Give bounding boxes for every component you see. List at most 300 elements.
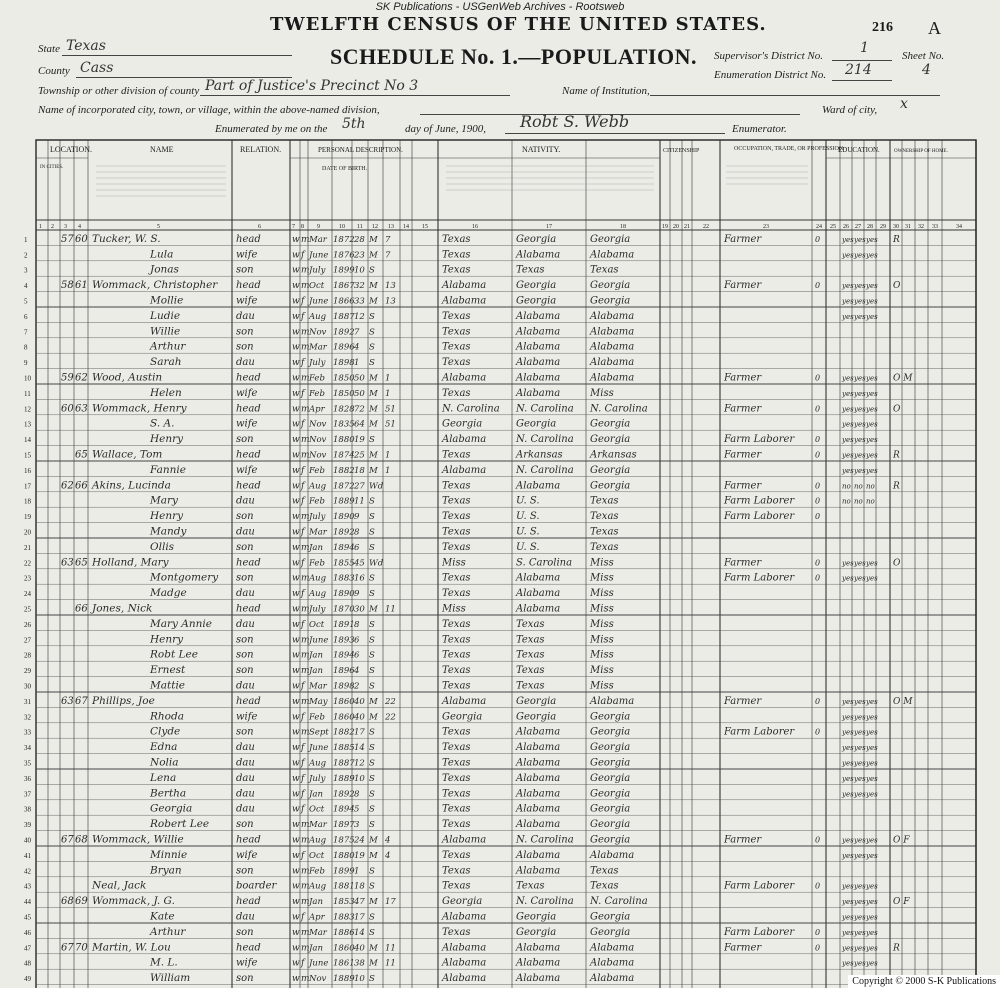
education-cell: yes	[866, 697, 878, 706]
state-label: State	[38, 43, 60, 55]
birth-month-cell: Jan	[309, 897, 323, 908]
mother-birthplace-cell: Alabama	[590, 341, 635, 353]
education-cell: yes	[854, 251, 866, 260]
line-number: 46	[24, 928, 31, 937]
age-cell: 14	[354, 927, 365, 938]
marital-cell: S	[369, 311, 375, 322]
age-cell: 23	[354, 250, 365, 261]
birth-year-cell: 1855	[333, 558, 355, 569]
marital-cell: S	[369, 619, 375, 630]
education-cell: yes	[866, 574, 878, 583]
ownership-cell: O F	[893, 835, 910, 846]
township-value: Part of Justice's Precinct No 3	[205, 78, 419, 94]
sheet-value: 4	[922, 62, 931, 78]
family-number: 69	[75, 896, 88, 908]
birthplace-cell: Texas	[442, 649, 471, 661]
township-label: Township or other division of county	[38, 85, 200, 97]
years-married-cell: 4	[385, 850, 391, 861]
birth-month-cell: Nov	[309, 419, 327, 430]
line-number: 14	[24, 436, 31, 445]
color-cell: w	[292, 820, 300, 831]
relation-cell: son	[236, 326, 254, 338]
months-unemployed-cell: 0	[815, 881, 821, 891]
birthplace-cell: Texas	[442, 680, 471, 692]
line-number: 3	[24, 266, 28, 275]
birth-month-cell: Jan	[309, 943, 323, 954]
sex-cell: m	[301, 450, 310, 461]
relation-cell: head	[236, 403, 261, 415]
birth-year-cell: 1867	[333, 281, 355, 292]
sex-cell: f	[301, 296, 305, 307]
education-cell: yes	[854, 759, 866, 768]
education-cell: yes	[842, 559, 854, 568]
education-cell: yes	[866, 898, 878, 907]
header-date-of-birth: DATE OF BIRTH.	[322, 166, 368, 172]
birth-year-cell: 1889	[333, 496, 355, 507]
mother-birthplace-cell: Alabama	[590, 310, 635, 322]
color-cell: w	[292, 866, 300, 877]
father-birthplace-cell: Georgia	[516, 926, 557, 938]
age-cell: 6	[354, 542, 360, 553]
education-cell: yes	[866, 282, 878, 291]
relation-cell: head	[236, 603, 261, 615]
color-cell: w	[292, 850, 300, 861]
mother-birthplace-cell: Miss	[590, 649, 614, 661]
column-number: 14	[403, 224, 409, 230]
mother-birthplace-cell: Alabama	[590, 973, 635, 985]
occupation-cell: Farmer	[724, 695, 762, 707]
person-name: Mandy	[150, 525, 187, 538]
relation-cell: wife	[236, 849, 258, 861]
column-number: 5	[157, 224, 160, 230]
person-name: Akins, Lucinda	[92, 479, 171, 492]
mother-birthplace-cell: Georgia	[590, 803, 631, 815]
marital-cell: S	[369, 573, 375, 584]
marital-cell: S	[369, 758, 375, 769]
months-unemployed-cell: 0	[815, 943, 821, 953]
birth-year-cell: 1894	[333, 804, 355, 815]
line-number: 42	[24, 867, 31, 876]
father-birthplace-cell: Alabama	[516, 341, 561, 353]
age-cell: 9	[354, 512, 360, 523]
birthplace-cell: Texas	[442, 865, 471, 877]
birthplace-cell: Alabama	[442, 942, 487, 954]
education-cell: no	[866, 482, 875, 491]
marital-cell: S	[369, 727, 375, 738]
line-number: 37	[24, 790, 31, 799]
father-birthplace-cell: Alabama	[516, 726, 561, 738]
education-cell: no	[842, 482, 851, 491]
color-cell: w	[292, 619, 300, 630]
incorporated-label: Name of incorporated city, town, or village, within the above-named division,	[38, 104, 380, 116]
sex-cell: f	[301, 712, 305, 723]
birthplace-cell: Texas	[442, 726, 471, 738]
birth-year-cell: 1898	[333, 358, 355, 369]
father-birthplace-cell: Arkansas	[516, 449, 563, 461]
education-cell: yes	[854, 928, 866, 937]
education-cell: yes	[866, 420, 878, 429]
source-banner: SK Publications - USGenWeb Archives - Rootsweb	[375, 1, 625, 13]
line-number: 30	[24, 682, 31, 691]
education-cell: yes	[842, 312, 854, 321]
birth-year-cell: 1896	[333, 342, 355, 353]
sex-cell: m	[301, 881, 310, 892]
header-location: LOCATION.	[50, 145, 92, 154]
marital-cell: Wd	[369, 481, 384, 492]
education-cell: yes	[866, 389, 878, 398]
sex-cell: m	[301, 727, 310, 738]
person-name: Bertha	[150, 787, 187, 800]
supervisor-label: Supervisor's District No.	[714, 50, 823, 62]
dwelling-number: 68	[61, 896, 74, 908]
sex-cell: m	[301, 820, 310, 831]
birth-month-cell: Feb	[309, 712, 325, 723]
mother-birthplace-cell: Georgia	[590, 911, 631, 923]
birthplace-cell: Alabama	[442, 911, 487, 923]
education-cell: yes	[842, 882, 854, 891]
mother-birthplace-cell: Texas	[590, 541, 619, 553]
column-number: 29	[880, 224, 886, 230]
birthplace-cell: Miss	[442, 557, 466, 569]
father-birthplace-cell: Texas	[516, 665, 545, 677]
color-cell: w	[292, 435, 300, 446]
column-number: 9	[317, 224, 320, 230]
person-name: Lula	[150, 248, 174, 261]
education-cell: yes	[842, 790, 854, 799]
birth-year-cell: 1889	[333, 773, 355, 784]
age-cell: 4	[354, 666, 360, 677]
birthplace-cell: Texas	[442, 772, 471, 784]
header-name: NAME	[150, 145, 174, 154]
relation-cell: son	[236, 973, 254, 985]
column-number: 4	[78, 224, 81, 230]
birthplace-cell: Texas	[442, 526, 471, 538]
birthplace-cell: Texas	[442, 387, 471, 399]
person-name: Willie	[150, 325, 181, 338]
birth-year-cell: 1887	[333, 311, 355, 322]
sex-cell: f	[301, 388, 305, 399]
relation-cell: dau	[236, 772, 255, 784]
column-number: 13	[388, 224, 394, 230]
line-number: 33	[24, 728, 31, 737]
age-cell: 64	[354, 419, 365, 430]
father-birthplace-cell: Alabama	[516, 849, 561, 861]
education-cell: no	[866, 497, 875, 506]
column-number: 26	[843, 224, 849, 230]
birthplace-cell: N. Carolina	[442, 403, 500, 415]
line-number: 26	[24, 620, 31, 629]
birthplace-cell: Georgia	[442, 896, 483, 908]
birth-year-cell: 1885	[333, 743, 355, 754]
education-cell: yes	[866, 235, 878, 244]
occupation-cell: Farmer	[724, 834, 762, 846]
education-cell: yes	[842, 913, 854, 922]
relation-cell: son	[236, 541, 254, 553]
birthplace-cell: Texas	[442, 849, 471, 861]
ownership-cell: O	[893, 281, 901, 292]
age-cell: 25	[354, 450, 365, 461]
mother-birthplace-cell: Texas	[590, 880, 619, 892]
marital-cell: S	[369, 804, 375, 815]
education-cell: yes	[866, 559, 878, 568]
age-cell: 12	[354, 311, 365, 322]
birth-month-cell: June	[309, 250, 329, 261]
column-number: 3	[64, 224, 67, 230]
color-cell: w	[292, 835, 300, 846]
relation-cell: dau	[236, 495, 255, 507]
column-number: 23	[763, 224, 769, 230]
birth-month-cell: Aug	[309, 758, 327, 769]
color-cell: w	[292, 712, 300, 723]
schedule-title: SCHEDULE No. 1.—POPULATION.	[330, 44, 697, 69]
sex-cell: f	[301, 743, 305, 754]
birth-year-cell: 1860	[333, 696, 355, 707]
age-cell: 14	[354, 743, 365, 754]
column-number: 25	[830, 224, 836, 230]
birth-month-cell: Sept	[309, 727, 329, 738]
sex-cell: f	[301, 358, 305, 369]
marital-cell: M	[369, 604, 378, 615]
birth-month-cell: Oct	[309, 281, 325, 292]
enumerated-label: Enumerated by me on the	[215, 123, 328, 135]
family-number: 66	[75, 603, 88, 615]
months-unemployed-cell: 0	[815, 234, 821, 244]
age-cell: 16	[354, 573, 365, 584]
years-married-cell: 1	[385, 388, 391, 399]
age-cell: 38	[354, 958, 365, 969]
age-cell: 6	[354, 635, 360, 646]
marital-cell: S	[369, 974, 375, 985]
birthplace-cell: Texas	[442, 449, 471, 461]
birth-year-cell: 1893	[333, 635, 355, 646]
birth-month-cell: July	[309, 512, 326, 523]
years-married-cell: 22	[385, 712, 396, 723]
birth-year-cell: 1898	[333, 681, 355, 692]
marital-cell: S	[369, 435, 375, 446]
state-value: Texas	[66, 38, 106, 54]
color-cell: w	[292, 635, 300, 646]
column-number: 20	[673, 224, 679, 230]
sex-cell: m	[301, 404, 310, 415]
marital-cell: S	[369, 666, 375, 677]
father-birthplace-cell: Alabama	[516, 572, 561, 584]
dwelling-number: 63	[61, 695, 74, 707]
person-name: Henry	[150, 433, 184, 446]
sex-cell: m	[301, 234, 310, 245]
age-cell: 12	[354, 758, 365, 769]
relation-cell: wife	[236, 418, 258, 430]
line-number: 45	[24, 913, 31, 922]
birth-month-cell: Jan	[309, 789, 323, 800]
education-cell: yes	[866, 312, 878, 321]
age-cell: 7	[354, 327, 360, 338]
father-birthplace-cell: Texas	[516, 649, 545, 661]
birth-year-cell: 1872	[333, 481, 355, 492]
sex-cell: f	[301, 419, 305, 430]
birth-month-cell: Aug	[309, 481, 327, 492]
mother-birthplace-cell: Georgia	[590, 742, 631, 754]
sex-cell: f	[301, 527, 305, 538]
marital-cell: M	[369, 404, 378, 415]
months-unemployed-cell: 0	[815, 450, 821, 460]
relation-cell: head	[236, 233, 261, 245]
institution-label: Name of Institution,	[562, 85, 650, 97]
color-cell: w	[292, 743, 300, 754]
sex-cell: m	[301, 281, 310, 292]
birthplace-cell: Texas	[442, 665, 471, 677]
relation-cell: dau	[236, 803, 255, 815]
father-birthplace-cell: Georgia	[516, 911, 557, 923]
age-cell: 1	[354, 358, 360, 369]
age-cell: 2	[354, 681, 360, 692]
column-number: 32	[918, 224, 924, 230]
birthplace-cell: Alabama	[442, 957, 487, 969]
person-name: Minnie	[150, 848, 188, 861]
color-cell: w	[292, 373, 300, 384]
birth-month-cell: Nov	[309, 450, 327, 461]
education-cell: yes	[854, 389, 866, 398]
sex-cell: f	[301, 496, 305, 507]
relation-cell: head	[236, 834, 261, 846]
line-number: 17	[24, 482, 31, 491]
occupation-cell: Farmer	[724, 372, 762, 384]
birth-month-cell: Feb	[309, 388, 325, 399]
mother-birthplace-cell: Texas	[590, 264, 619, 276]
person-name: Nolia	[150, 756, 179, 769]
education-cell: yes	[854, 405, 866, 414]
father-birthplace-cell: N. Carolina	[516, 896, 574, 908]
years-married-cell: 11	[385, 943, 396, 954]
line-number: 36	[24, 774, 31, 783]
birthplace-cell: Texas	[442, 495, 471, 507]
years-married-cell: 22	[385, 696, 396, 707]
color-cell: w	[292, 589, 300, 600]
header-citizenship: CITIZENSHIP	[663, 148, 700, 154]
ownership-cell: O M	[893, 696, 913, 707]
education-cell: yes	[866, 713, 878, 722]
mother-birthplace-cell: Georgia	[590, 233, 631, 245]
birthplace-cell: Alabama	[442, 295, 487, 307]
relation-cell: son	[236, 926, 254, 938]
marital-cell: M	[369, 943, 378, 954]
column-number: 8	[301, 224, 304, 230]
father-birthplace-cell: Alabama	[516, 757, 561, 769]
education-cell: yes	[842, 436, 854, 445]
relation-cell: boarder	[236, 880, 277, 892]
color-cell: w	[292, 773, 300, 784]
relation-cell: dau	[236, 742, 255, 754]
age-cell: 19	[354, 850, 365, 861]
birth-year-cell: 1880	[333, 850, 355, 861]
color-cell: w	[292, 404, 300, 415]
column-number: 12	[372, 224, 378, 230]
years-married-cell: 13	[385, 281, 396, 292]
education-cell: yes	[842, 282, 854, 291]
mother-birthplace-cell: Miss	[590, 618, 614, 630]
birthplace-cell: Texas	[442, 788, 471, 800]
column-number: 21	[684, 224, 690, 230]
birth-month-cell: Oct	[309, 804, 325, 815]
mother-birthplace-cell: Miss	[590, 680, 614, 692]
birthplace-cell: Texas	[442, 249, 471, 261]
line-number: 4	[24, 282, 28, 291]
education-cell: yes	[854, 282, 866, 291]
relation-cell: son	[236, 649, 254, 661]
relation-cell: dau	[236, 588, 255, 600]
family-number: 61	[75, 280, 88, 292]
sex-cell: f	[301, 912, 305, 923]
color-cell: w	[292, 789, 300, 800]
birthplace-cell: Texas	[442, 757, 471, 769]
person-name: Henry	[150, 510, 184, 523]
marital-cell: M	[369, 835, 378, 846]
birth-month-cell: Oct	[309, 619, 325, 630]
education-cell: yes	[854, 944, 866, 953]
education-cell: yes	[854, 420, 866, 429]
sex-cell: f	[301, 465, 305, 476]
birthplace-cell: Texas	[442, 233, 471, 245]
line-number: 49	[24, 975, 31, 984]
person-name: Jonas	[150, 263, 179, 276]
header-relation: RELATION.	[240, 145, 282, 154]
age-cell: 47	[354, 897, 365, 908]
color-cell: w	[292, 481, 300, 492]
column-number: 18	[620, 224, 626, 230]
occupation-cell: Farm Laborer	[724, 926, 795, 938]
color-cell: w	[292, 974, 300, 985]
line-number: 15	[24, 451, 31, 460]
marital-cell: S	[369, 743, 375, 754]
color-cell: w	[292, 927, 300, 938]
column-number: 28	[867, 224, 873, 230]
birth-month-cell: Feb	[309, 373, 325, 384]
header-in-cities: IN CITIES.	[40, 165, 64, 170]
marital-cell: M	[369, 897, 378, 908]
line-number: 39	[24, 821, 31, 830]
ownership-cell: O M	[893, 373, 913, 384]
color-cell: w	[292, 419, 300, 430]
family-number: 70	[75, 942, 88, 954]
sex-cell: m	[301, 373, 310, 384]
line-number: 8	[24, 343, 28, 352]
age-cell: 40	[354, 712, 365, 723]
birth-month-cell: Nov	[309, 974, 327, 985]
months-unemployed-cell: 0	[815, 435, 821, 445]
county-label: County	[38, 65, 70, 77]
color-cell: w	[292, 650, 300, 661]
father-birthplace-cell: Georgia	[516, 418, 557, 430]
education-cell: yes	[854, 297, 866, 306]
father-birthplace-cell: N. Carolina	[516, 434, 574, 446]
marital-cell: M	[369, 388, 378, 399]
marital-cell: S	[369, 358, 375, 369]
marital-cell: S	[369, 881, 375, 892]
occupation-cell: Farm Laborer	[724, 572, 795, 584]
birth-year-cell: 1891	[333, 619, 355, 630]
sex-cell: m	[301, 342, 310, 353]
education-cell: yes	[854, 836, 866, 845]
years-married-cell: 1	[385, 373, 391, 384]
birth-month-cell: June	[309, 296, 329, 307]
relation-cell: dau	[236, 757, 255, 769]
column-number: 15	[422, 224, 428, 230]
line-number: 40	[24, 836, 31, 845]
education-cell: yes	[842, 389, 854, 398]
marital-cell: S	[369, 773, 375, 784]
birthplace-cell: Texas	[442, 880, 471, 892]
mother-birthplace-cell: Miss	[590, 634, 614, 646]
education-cell: yes	[866, 836, 878, 845]
